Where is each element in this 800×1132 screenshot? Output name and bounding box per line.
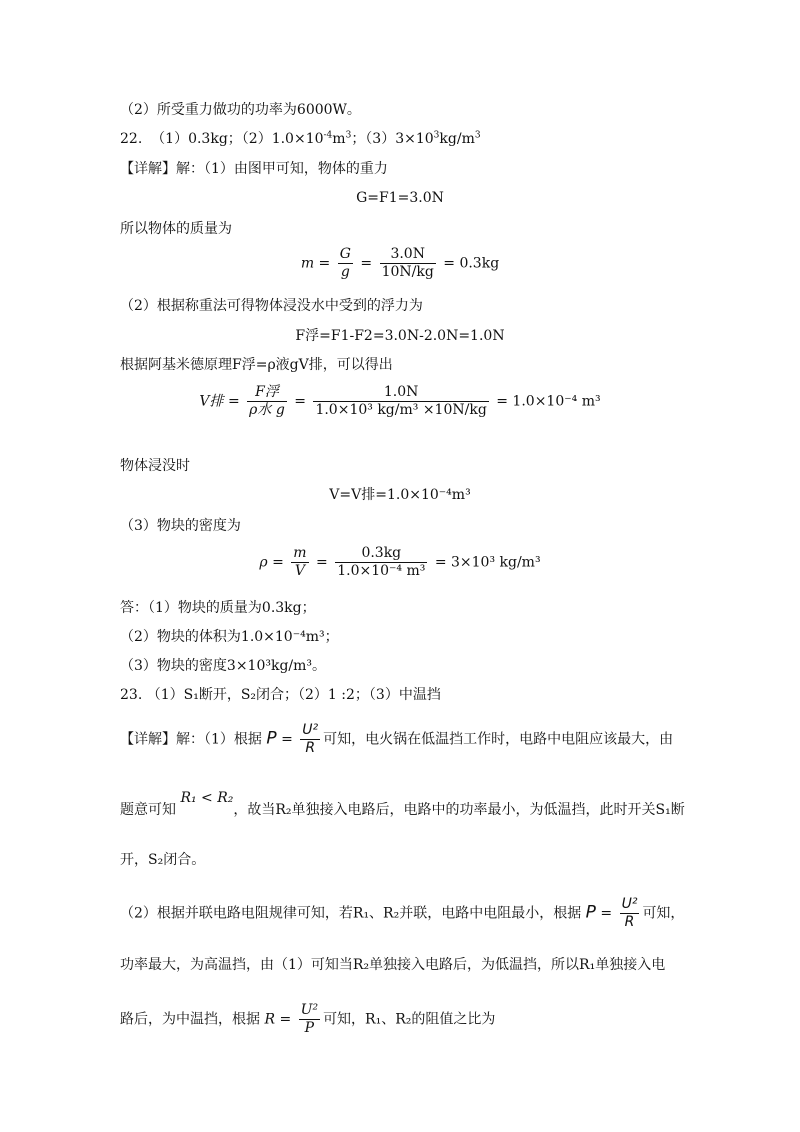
answer-part: （1）0.3kg；（2）1.0×10 [151,131,324,147]
answer-line: （2）物块的体积为1.0×10⁻⁴m³； [120,629,339,645]
result: = 0.3kg [443,255,500,272]
detail-line-23: 【详解】解：（1）根据 P = $\frac{\text{U²}}{R}$ 可知，电火锅在低温挡工作时，电路中电阻应该最大，由 [120,722,674,756]
numerator: m [293,545,307,561]
equation-volume: V排 = $\frac{\text{F浮}}{\text{ρ水 g}}$ = $\frac{1.0N}{\text{1.0×10³ kg/m³ ×10N/kg}}$ = 1.0×10⁻⁴ m³ [199,384,601,418]
exponent: 3 [345,130,352,141]
text-line: （2）根据并联电路电阻规律可知，若R₁、R₂并联，电路中电阻最小，根据 P = $\frac{\text{U²}}{R}$ 可知， [120,896,685,930]
detail-label: 【详解】 [120,161,176,177]
unit: m [332,131,346,147]
detail-line [120,159,388,179]
equation-immersed: V=V排=1.0×10⁻⁴m³ [329,487,471,503]
text-line: 所以物体的质量为 [120,221,232,237]
denominator: P [304,1020,315,1036]
numerator: U² [621,896,638,912]
text-line: 功率最大，为高温挡，由（1）可知当R₂单独接入电路后，为低温挡，所以R₁单独接入电 [120,957,666,973]
text-line: 路后，为中温挡，根据 R = $\frac{\text{U²}}{P}$ 可知，R₁、R₂的阻值之比为 [120,1002,496,1036]
text: 可知，电火锅在低温挡工作时，电路中电阻应该最大，由 [323,731,674,748]
numerator: U² [300,1002,319,1018]
detail-label: 【详解】 [120,731,176,748]
denominator: g [340,264,350,280]
numerator: 0.3kg [335,545,427,563]
question-number: 22. [120,131,143,147]
numerator: U² [302,722,319,738]
equation-mass: m = $\frac{G}{g}$ = $\frac{3.0N}{10N/kg}$ = 0.3kg [300,246,500,280]
denominator: R [305,740,316,756]
text: 可知， [642,905,685,922]
numerator: 1.0N [313,384,488,402]
text: 路后，为中温挡，根据 [120,1011,260,1028]
denominator: R [624,914,635,930]
denominator: 1.0×10³ kg/m³ ×10N/kg [315,402,487,418]
text-line: （3）物块的密度为 [120,518,241,534]
symbol: P [266,728,277,749]
text-line: 物体浸没时 [120,458,190,474]
symbol: R [264,1011,275,1028]
text: （2）根据并联电路电阻规律可知，若R₁、R₂并联，电路中电阻最小，根据 [120,905,582,922]
text-line: （2）所受重力做功的功率为6000W。 [120,102,361,118]
numerator: G [339,246,351,262]
symbol: m [300,255,315,272]
text-line: （2）根据称重法可得物体浸没水中受到的浮力为 [120,298,423,314]
answer-23: 23. （1）S₁断开，S₂闭合；（2）1 :2；（3）中温挡 [120,687,441,703]
numerator: F浮 [247,384,287,402]
answer-22 [120,129,481,149]
text: ，故当R₂单独接入电路后，电路中的功率最小，为低温挡，此时开关S₁断 [233,802,685,818]
text-line [120,790,685,820]
answer-line: 答：（1）物块的质量为0.3kg； [120,600,316,616]
text-line: 开，S₂闭合。 [120,852,206,868]
symbol: V排 [199,393,224,410]
answer-line: （3）物块的密度3×10³kg/m³。 [120,658,327,674]
exponent: 3 [474,130,481,141]
text: 解：（1）根据 [176,731,262,748]
equation-gravity: G=F1=3.0N [356,190,444,206]
exponent: -4 [323,130,333,141]
equation-buoyancy: F浮=F1-F2=3.0N-2.0N=1.0N [295,328,505,344]
denominator: V [294,563,305,579]
text-line: 根据阿基米德原理F浮=ρ液gV排，可以得出 [120,357,393,373]
text: 可知，R₁、R₂的阻值之比为 [323,1011,496,1028]
unit: kg/m [439,131,475,147]
symbol: ρ [259,554,268,571]
answer-part: ；（3）3×10 [351,131,434,147]
result: = 3×10³ kg/m³ [434,554,541,571]
text: 题意可知 [120,802,176,818]
equation-density: ρ = $\frac{m}{V}$ = $\frac{0.3kg}{\text{1.0×10⁻⁴ m³}}$ = 3×10³ kg/m³ [259,545,541,579]
inequality: R₁ < R₂ [180,790,234,806]
denominator: 10N/kg [381,264,434,280]
symbol: P [585,902,596,923]
denominator: 1.0×10⁻⁴ m³ [337,563,426,579]
denominator: ρ水 g [249,402,285,418]
result: = 1.0×10⁻⁴ m³ [496,393,601,410]
numerator: 3.0N [380,246,436,264]
text: 解：（1）由图甲可知，物体的重力 [176,161,388,177]
exponent: 3 [433,130,440,141]
